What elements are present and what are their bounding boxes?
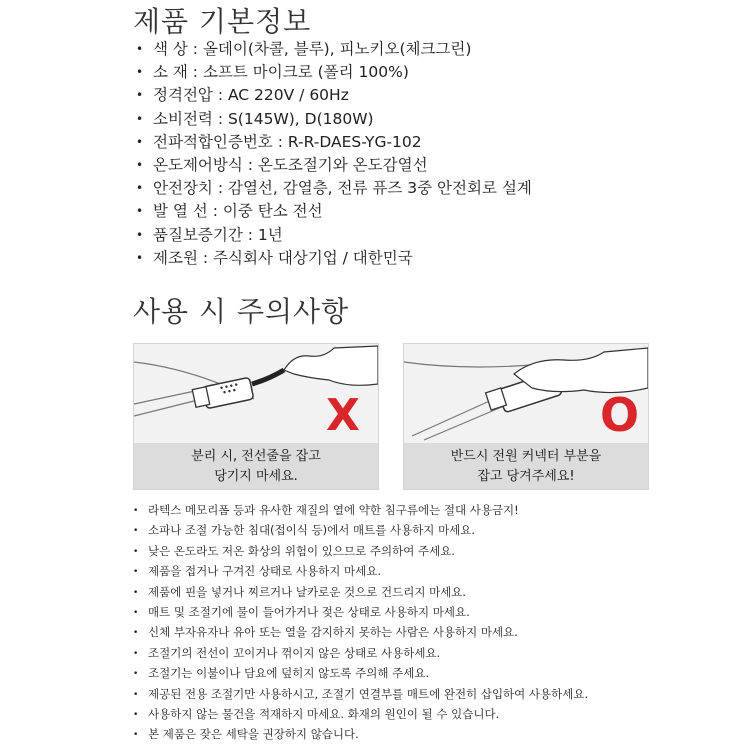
caption-line: 당기지 마세요.: [214, 469, 298, 484]
precaution-item: [133, 643, 743, 663]
bullet-icon: •: [133, 669, 139, 680]
precaution-item: [133, 500, 743, 520]
spec-text: 전파적합인증번호 : R-R-DAES-YG-102: [153, 132, 422, 151]
bullet-icon: •: [133, 709, 139, 720]
spec-text: 소 재 : 소프트 마이크로 (폴리 100%): [153, 63, 409, 82]
bullet-icon: •: [136, 134, 144, 149]
spec-item: [136, 224, 736, 247]
caption-line: 분리 시, 전선줄을 잡고: [191, 449, 321, 464]
precaution-text: 제공된 전용 조절기만 사용하시고, 조절기 연결부를 매트에 완전히 삽입하여 사용하세요.: [148, 686, 589, 701]
precaution-text: 라텍스 메모리폼 등과 유사한 재질의 열에 약한 침구류에는 절대 사용금지!: [148, 503, 519, 517]
section-title-basic-info: 제품 기본정보: [133, 5, 312, 38]
precaution-item: [133, 582, 743, 602]
precaution-item: [133, 520, 743, 540]
caption-line: 반드시 전원 커넥터 부분을: [450, 449, 602, 464]
caption-line: 잡고 당겨주세요!: [477, 469, 575, 484]
precaution-item: [133, 622, 743, 642]
spec-item: [136, 247, 736, 270]
spec-text: 색 상 : 올데이(차콜, 블루), 피노키오(체크그린): [153, 40, 472, 58]
bullet-icon: •: [133, 689, 139, 700]
precaution-text: 매트 및 조절기에 물이 들어가거나 젖은 상태로 사용하지 마세요.: [148, 604, 470, 619]
spec-list: [136, 38, 736, 270]
illustration-wrong-way: [133, 343, 379, 490]
correct-mark: O: [600, 388, 640, 442]
precaution-item: [133, 561, 743, 581]
bullet-icon: •: [136, 181, 144, 196]
spec-item: [136, 38, 736, 61]
bullet-icon: •: [133, 506, 139, 516]
section-title-precautions: 사용 시 주의사항: [133, 295, 350, 328]
spec-text: 제조원 : 주식회사 대상기업 / 대한민국: [153, 248, 413, 267]
bullet-icon: •: [136, 157, 144, 172]
spec-text: 안전장치 : 감열선, 감열층, 전류 퓨즈 3중 안전회로 설계: [153, 179, 532, 198]
precaution-item: [133, 684, 743, 704]
bullet-icon: •: [133, 607, 139, 618]
spec-item: [136, 200, 736, 223]
precaution-item: [133, 724, 743, 744]
precaution-text: 제품에 핀을 넣거나 찌르거나 날카로운 것으로 건드리지 마세요.: [148, 584, 467, 599]
precaution-item: [133, 602, 743, 622]
spec-item: [136, 108, 736, 131]
bullet-icon: •: [133, 730, 139, 741]
precaution-item: [133, 663, 743, 683]
bullet-icon: •: [136, 227, 144, 242]
bullet-icon: •: [136, 88, 144, 103]
precaution-text: 제품을 접거나 구겨진 상태로 사용하지 마세요.: [148, 564, 382, 579]
wrong-mark: X: [326, 390, 360, 441]
spec-item: [136, 154, 736, 177]
precaution-text: 조절기의 전선이 꼬이거나 꺾이지 않은 상태로 사용하세요.: [148, 645, 441, 660]
spec-text: 품질보증기간 : 1년: [153, 225, 283, 244]
bullet-icon: •: [136, 111, 144, 126]
precaution-text: 사용하지 않는 물건을 적재하지 마세요. 화재의 원인이 될 수 있습니다.: [148, 706, 500, 721]
bullet-icon: •: [133, 526, 139, 537]
caption-correct-way: [404, 443, 648, 489]
bullet-icon: •: [136, 65, 144, 80]
spec-text: 발 열 선 : 이중 탄소 전선: [153, 202, 323, 221]
spec-item: [136, 131, 736, 154]
illustration-correct-way: [403, 343, 649, 490]
precaution-text: 본 제품은 잦은 세탁을 권장하지 않습니다.: [148, 727, 359, 742]
spec-item: [136, 61, 736, 84]
caption-wrong-way: [134, 443, 378, 489]
precaution-text: 낮은 온도라도 저온 화상의 위험이 있으므로 주의하여 주세요.: [148, 543, 455, 558]
bullet-icon: •: [133, 648, 139, 659]
spec-item: [136, 177, 736, 200]
precaution-text: 신체 부자유자나 유아 또는 열을 감지하지 못하는 사람은 사용하지 마세요.: [148, 625, 518, 640]
bullet-icon: •: [136, 250, 144, 265]
precaution-item: [133, 704, 743, 724]
bullet-icon: •: [133, 628, 139, 639]
spec-item: [136, 84, 736, 107]
precaution-text: 조절기는 이불이나 담요에 덮히지 않도록 주의해 주세요.: [148, 666, 430, 681]
spec-text: 정격전압 : AC 220V / 60Hz: [153, 86, 349, 105]
bullet-icon: •: [133, 567, 139, 578]
bullet-icon: •: [136, 204, 144, 219]
bullet-icon: •: [133, 587, 139, 598]
precaution-text: 소파나 조절 가능한 침대(접이식 등)에서 매트를 사용하지 마세요.: [148, 523, 476, 538]
precautions-list: [133, 500, 743, 745]
spec-text: 소비전력 : S(145W), D(180W): [153, 109, 374, 128]
precaution-item: [133, 541, 743, 561]
bullet-icon: •: [136, 42, 144, 56]
bullet-icon: •: [133, 546, 139, 557]
spec-text: 온도제어방식 : 온도조절기와 온도감열선: [153, 155, 428, 174]
